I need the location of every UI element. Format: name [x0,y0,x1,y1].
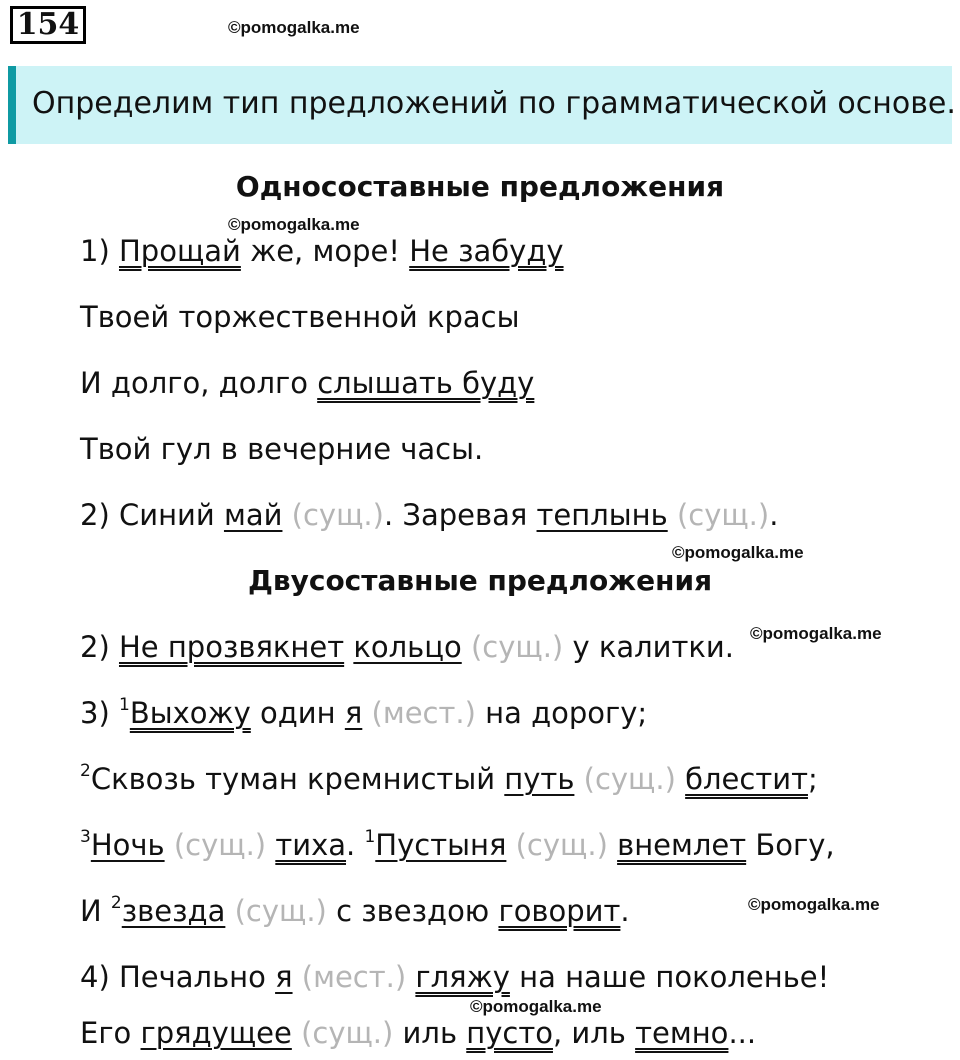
exercise-number: 154 [10,6,86,44]
predicate: пусто [466,1016,553,1050]
predicate: темно [635,1016,729,1050]
sentence-line: $^2$Сквозь туман кремнистый путь (сущ.) блестит; [80,761,818,796]
watermark: ©pomogalka.me [672,543,804,562]
watermark: ©pomogalka.me [748,895,880,914]
sentence-line: 4) Печально я (мест.) гляжу на наше поколенье! [80,960,830,994]
task-text: Определим тип предложений по грамматической основе. [32,86,956,121]
predicate: говорит [498,894,621,928]
predicate: тиха [275,828,347,862]
subject: я [344,696,363,730]
subject: кольцо [353,630,462,664]
predicate: слышать буду [317,366,535,400]
sentence-line: 1) Прощай же, море! Не забуду [80,234,564,268]
subject: путь [504,762,575,796]
sentence-line: Твоей торжественной красы [80,300,520,334]
watermark: ©pomogalka.me [228,215,360,234]
subject: я [275,960,293,994]
pos-note: (мест.) [371,696,476,730]
watermark: ©pomogalka.me [750,624,882,643]
subject: звезда [121,894,226,928]
sentence-line: 2) Синий май (сущ.). Заревая теплынь (сущ.). [80,498,779,532]
subject: Ночь [90,828,165,862]
pos-note: (сущ.) [583,762,676,796]
sentence-line: 3) $^1$Выхожу один я (мест.) на дорогу; [80,695,648,730]
heading-two-part: Двусоставные предложения [247,564,713,597]
subject: теплынь [536,498,668,532]
pos-note: (сущ.) [470,630,564,664]
sentence-line: Твой гул в вечерние часы. [80,432,484,466]
pos-note: (сущ.) [173,828,267,862]
sentence-line: И долго, долго слышать буду [80,366,535,400]
watermark: ©pomogalka.me [470,997,602,1016]
pos-note: (сущ.) [515,828,608,862]
task-banner [8,66,956,144]
heading-one-part: Односоставные предложения [235,170,725,203]
predicate: Не забуду [409,234,564,268]
subject: грядущее [140,1016,292,1050]
sentence-line: 2) Не прозвякнет кольцо (сущ.) у калитки. [80,630,734,664]
predicate: Прощай [118,234,241,268]
sentence-line: Его грядущее (сущ.) иль пусто, иль темно... [80,1016,757,1050]
subject: май [223,498,283,532]
predicate: внемлет [617,828,747,862]
pos-note: (сущ.) [291,498,384,532]
pos-note: (сущ.) [234,894,327,928]
predicate: гляжу [415,960,510,994]
pos-note: (сущ.) [301,1016,394,1050]
predicate: Выхожу [129,696,251,730]
pos-note: (сущ.) [676,498,770,532]
sentence-line: И $^2$звезда (сущ.) с звездою говорит. [80,893,630,928]
watermark: ©pomogalka.me [228,18,360,37]
predicate: блестит [685,762,808,796]
subject: Пустыня [375,828,507,862]
pos-note: (мест.) [301,960,407,994]
predicate: Не прозвякнет [118,630,345,664]
sentence-line: $^3$Ночь (сущ.) тиха. $^1$Пустыня (сущ.) внемлет Богу, [80,827,835,862]
